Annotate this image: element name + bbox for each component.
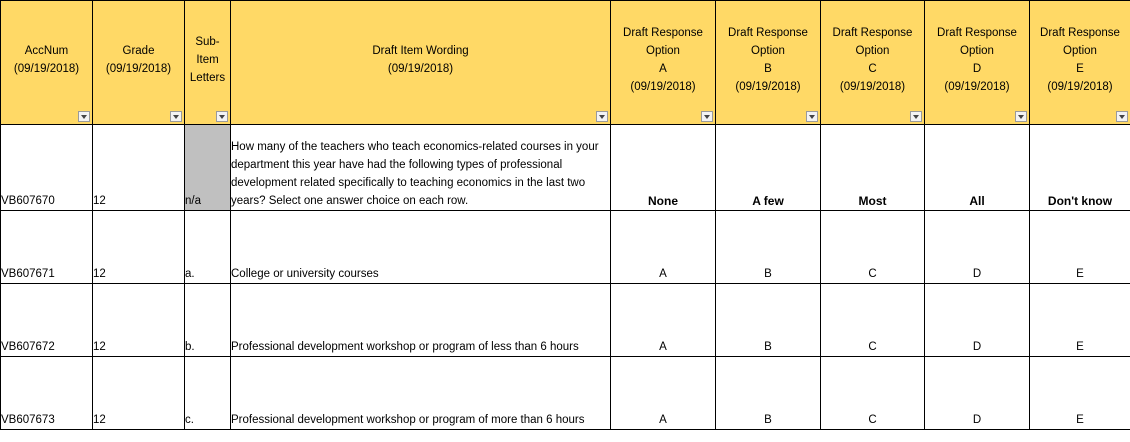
header-label: Draft Response Option D (09/19/2018) [937,26,1017,93]
filter-dropdown-icon[interactable] [806,111,818,122]
header-label: Draft Item Wording (09/19/2018) [372,44,469,75]
cell-sub-item[interactable]: a. [185,211,231,284]
cell-grade[interactable]: 12 [93,357,185,430]
header-sub-item-letters[interactable] [185,1,231,125]
header-label: Draft Response Option B (09/19/2018) [728,26,808,93]
header-option-b[interactable] [716,1,821,125]
cell-option-d[interactable]: D [925,357,1030,430]
header-label: Draft Response Option E (09/19/2018) [1040,26,1120,93]
cell-option-d[interactable]: All [925,125,1030,211]
header-label: Sub- Item Letters [189,35,226,84]
header-grade[interactable] [93,1,185,125]
table-row [1,284,1130,357]
cell-grade[interactable]: 12 [93,284,185,357]
header-draft-item-wording[interactable] [231,1,611,125]
cell-grade[interactable]: 12 [93,211,185,284]
cell-option-b[interactable]: B [716,211,821,284]
table-row [1,357,1130,430]
filter-dropdown-icon[interactable] [701,111,713,122]
cell-option-c[interactable]: C [821,211,925,284]
header-option-e[interactable] [1030,1,1130,125]
cell-accnum[interactable]: VB607672 [1,284,93,357]
cell-option-c[interactable]: Most [821,125,925,211]
cell-grade[interactable]: 12 [93,125,185,211]
cell-option-e[interactable]: E [1030,357,1130,430]
header-option-d[interactable] [925,1,1030,125]
cell-option-b[interactable]: B [716,284,821,357]
filter-dropdown-icon[interactable] [78,111,90,122]
table-row [1,211,1130,284]
cell-option-e[interactable]: E [1030,284,1130,357]
cell-option-a[interactable]: A [611,284,716,357]
cell-option-d[interactable]: D [925,284,1030,357]
filter-dropdown-icon[interactable] [216,111,228,122]
cell-sub-item[interactable]: b. [185,284,231,357]
cell-option-a[interactable]: A [611,211,716,284]
header-option-a[interactable] [611,1,716,125]
cell-option-e[interactable]: Don't know [1030,125,1130,211]
cell-option-d[interactable]: D [925,211,1030,284]
cell-option-a[interactable]: None [611,125,716,211]
filter-dropdown-icon[interactable] [1116,111,1128,122]
header-row [1,1,1130,125]
header-label: Draft Response Option C (09/19/2018) [832,26,913,93]
filter-dropdown-icon[interactable] [596,111,608,122]
table-row [1,125,1130,211]
cell-wording[interactable]: Professional development workshop or program of less than 6 hours [231,284,611,357]
cell-option-b[interactable]: B [716,357,821,430]
cell-wording[interactable]: College or university courses [231,211,611,284]
cell-wording[interactable]: How many of the teachers who teach economics-related courses in your department this year have had the following types of professional development related specifically to teaching economics in the last two years? Select one answer choice on each row. [231,125,611,211]
cell-sub-item[interactable]: c. [185,357,231,430]
cell-option-c[interactable]: C [821,357,925,430]
cell-accnum[interactable]: VB607670 [1,125,93,211]
header-option-c[interactable] [821,1,925,125]
cell-option-e[interactable]: E [1030,211,1130,284]
header-accnum[interactable] [1,1,93,125]
filter-dropdown-icon[interactable] [170,111,182,122]
header-label: Grade (09/19/2018) [105,44,172,75]
cell-sub-item[interactable]: n/a [185,125,231,211]
filter-dropdown-icon[interactable] [1015,111,1027,122]
header-label: Draft Response Option A (09/19/2018) [623,26,703,93]
cell-option-b[interactable]: A few [716,125,821,211]
cell-accnum[interactable]: VB607671 [1,211,93,284]
filter-dropdown-icon[interactable] [910,111,922,122]
header-label: AccNum (09/19/2018) [13,44,80,75]
cell-option-a[interactable]: A [611,357,716,430]
cell-accnum[interactable]: VB607673 [1,357,93,430]
cell-option-c[interactable]: C [821,284,925,357]
cell-wording[interactable]: Professional development workshop or program of more than 6 hours [231,357,611,430]
